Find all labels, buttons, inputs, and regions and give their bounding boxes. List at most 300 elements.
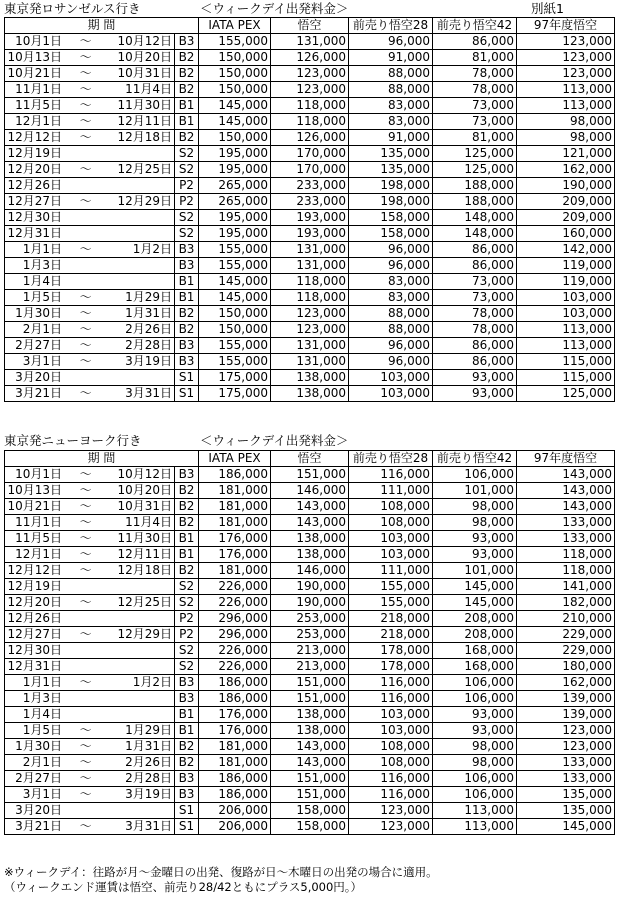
iata-pex-cell: 195,000 [199,226,271,242]
season-class-cell: B2 [175,739,199,755]
fy97-goku-cell: 162,000 [517,675,615,691]
period-start: 2月1日 [22,322,62,336]
advance-28-cell: 218,000 [349,611,433,627]
period-range [7,98,172,113]
season-class-cell: S2 [175,146,199,162]
period-separator: ～ [79,386,92,400]
period-start: 12月27日 [7,627,62,641]
period-cell [5,242,175,258]
table-row [5,66,615,82]
period-range [7,707,172,722]
fy97-goku-cell: 113,000 [517,338,615,354]
fy97-goku-cell: 113,000 [517,322,615,338]
table-row [5,499,615,515]
period-cell [5,499,175,515]
season-class-cell: B1 [175,114,199,130]
period-start: 1月30日 [15,306,62,320]
goku-cell: 138,000 [271,707,349,723]
period-cell [5,579,175,595]
advance-28-cell: 83,000 [349,290,433,306]
header-advance-28: 前売り悟空28 [349,18,433,34]
period-start: 10月21日 [7,66,62,80]
period-cell [5,210,175,226]
season-class-cell: P2 [175,611,199,627]
period-start: 3月20日 [15,803,62,817]
advance-42-cell: 145,000 [433,595,517,611]
goku-cell: 151,000 [271,467,349,483]
period-cell [5,50,175,66]
table-row [5,370,615,386]
advance-28-cell: 88,000 [349,66,433,82]
period-cell [5,34,175,50]
period-range [7,322,172,337]
period-end [109,611,172,626]
advance-42-cell: 106,000 [433,691,517,707]
fy97-goku-cell: 123,000 [517,50,615,66]
period-separator: ～ [79,467,92,481]
goku-cell: 138,000 [271,370,349,386]
period-separator: ～ [79,675,92,689]
period-cell [5,338,175,354]
period-cell [5,354,175,370]
fy97-goku-cell: 229,000 [517,643,615,659]
advance-28-cell: 108,000 [349,755,433,771]
period-start: 10月13日 [7,50,62,64]
advance-28-cell: 135,000 [349,146,433,162]
period-start: 12月31日 [7,226,62,240]
period-separator [62,611,109,626]
fy97-goku-cell: 135,000 [517,803,615,819]
season-class-cell: B3 [175,467,199,483]
advance-28-cell: 123,000 [349,803,433,819]
advance-42-cell: 86,000 [433,242,517,258]
advance-42-cell: 78,000 [433,82,517,98]
period-range [7,66,172,81]
period-cell [5,595,175,611]
fy97-goku-cell: 115,000 [517,354,615,370]
advance-42-cell: 208,000 [433,627,517,643]
season-class-cell: B3 [175,242,199,258]
advance-42-cell: 106,000 [433,787,517,803]
season-class-cell: B2 [175,50,199,66]
iata-pex-cell: 150,000 [199,322,271,338]
period-cell [5,675,175,691]
table-row [5,579,615,595]
period-end: 11月30日 [117,531,172,545]
season-class-cell: S1 [175,386,199,402]
period-separator: ～ [79,242,92,256]
period-separator: ～ [79,755,92,769]
table-row [5,338,615,354]
period-start: 1月3日 [22,258,62,272]
iata-pex-cell: 226,000 [199,643,271,659]
table-row [5,771,615,787]
period-range [7,82,172,97]
table-row [5,627,615,643]
advance-28-cell: 103,000 [349,707,433,723]
period-separator: ～ [79,739,92,753]
season-class-cell: B3 [175,691,199,707]
advance-42-cell: 86,000 [433,258,517,274]
fy97-goku-cell: 160,000 [517,226,615,242]
period-separator: ～ [79,290,92,304]
goku-cell: 146,000 [271,483,349,499]
period-end [109,659,172,674]
table-row [5,819,615,835]
period-end [109,146,172,161]
goku-cell: 118,000 [271,98,349,114]
fy97-goku-cell: 180,000 [517,659,615,675]
attachment-label: 別紙1 [531,1,564,16]
season-class-cell: P2 [175,194,199,210]
advance-42-cell: 168,000 [433,659,517,675]
fy97-goku-cell: 119,000 [517,258,615,274]
iata-pex-cell: 181,000 [199,499,271,515]
season-class-cell: B2 [175,563,199,579]
footnote-weekend: （ウィークエンド運賃は悟空、前売り28/42ともにプラス5,000円。） [4,880,363,894]
header-period: 期 間 [5,18,199,34]
fy97-goku-cell: 143,000 [517,499,615,515]
table-row [5,242,615,258]
period-range [7,210,172,225]
goku-cell: 123,000 [271,66,349,82]
period-separator: ～ [79,354,92,368]
period-start: 12月26日 [7,178,62,192]
goku-cell: 213,000 [271,659,349,675]
period-cell [5,659,175,675]
iata-pex-cell: 155,000 [199,354,271,370]
advance-42-cell: 98,000 [433,739,517,755]
period-start: 3月21日 [15,386,62,400]
period-separator: ～ [79,547,92,561]
goku-cell: 233,000 [271,178,349,194]
table-row [5,162,615,178]
period-range [7,627,172,642]
table-row [5,659,615,675]
fy97-goku-cell: 182,000 [517,595,615,611]
fy97-goku-cell: 98,000 [517,130,615,146]
period-range [7,34,172,49]
advance-42-cell: 81,000 [433,130,517,146]
period-cell [5,563,175,579]
advance-42-cell: 86,000 [433,338,517,354]
goku-cell: 131,000 [271,258,349,274]
period-cell [5,819,175,835]
fy97-goku-cell: 135,000 [517,787,615,803]
period-range [7,50,172,65]
goku-cell: 143,000 [271,499,349,515]
period-cell [5,755,175,771]
period-end [109,274,172,289]
period-cell [5,322,175,338]
goku-cell: 143,000 [271,755,349,771]
period-range [7,787,172,802]
advance-28-cell: 88,000 [349,306,433,322]
table-header-row [5,18,615,34]
goku-cell: 123,000 [271,82,349,98]
goku-cell: 138,000 [271,531,349,547]
iata-pex-cell: 206,000 [199,803,271,819]
advance-28-cell: 198,000 [349,194,433,210]
advance-42-cell: 93,000 [433,707,517,723]
table-row [5,258,615,274]
goku-cell: 193,000 [271,210,349,226]
period-separator: ～ [79,819,92,833]
advance-42-cell: 98,000 [433,515,517,531]
period-range [7,146,172,161]
period-cell [5,643,175,659]
iata-pex-cell: 186,000 [199,771,271,787]
period-start: 12月20日 [7,162,62,176]
fy97-goku-cell: 133,000 [517,531,615,547]
period-end: 12月18日 [117,130,172,144]
table-row [5,643,615,659]
fy97-goku-cell: 209,000 [517,194,615,210]
advance-42-cell: 106,000 [433,771,517,787]
period-start: 3月21日 [15,819,62,833]
season-class-cell: B3 [175,354,199,370]
period-cell [5,130,175,146]
period-cell [5,290,175,306]
period-end [109,210,172,225]
fy97-goku-cell: 190,000 [517,178,615,194]
period-cell [5,531,175,547]
period-separator [62,707,109,722]
period-separator [62,370,109,385]
period-end: 11月30日 [117,98,172,112]
season-class-cell: B1 [175,547,199,563]
table-row [5,82,615,98]
table-row [5,755,615,771]
period-separator [62,659,109,674]
period-end: 12月29日 [117,194,172,208]
season-class-cell: S1 [175,803,199,819]
season-class-cell: B2 [175,515,199,531]
advance-42-cell: 86,000 [433,34,517,50]
iata-pex-cell: 226,000 [199,579,271,595]
iata-pex-cell: 145,000 [199,98,271,114]
period-start: 11月1日 [15,515,62,529]
table-row [5,595,615,611]
table-row [5,194,615,210]
advance-42-cell: 168,000 [433,643,517,659]
season-class-cell: B3 [175,787,199,803]
goku-cell: 190,000 [271,579,349,595]
period-cell [5,194,175,210]
advance-28-cell: 103,000 [349,386,433,402]
advance-42-cell: 73,000 [433,274,517,290]
goku-cell: 233,000 [271,194,349,210]
advance-28-cell: 178,000 [349,643,433,659]
advance-28-cell: 96,000 [349,338,433,354]
period-cell [5,691,175,707]
period-separator: ～ [79,338,92,352]
season-class-cell: S2 [175,643,199,659]
period-start: 12月31日 [7,659,62,673]
period-range [7,659,172,674]
period-separator [62,274,109,289]
fy97-goku-cell: 113,000 [517,98,615,114]
season-class-cell: B2 [175,306,199,322]
period-cell [5,803,175,819]
advance-42-cell: 106,000 [433,467,517,483]
period-start: 3月20日 [15,370,62,384]
advance-42-cell: 125,000 [433,146,517,162]
iata-pex-cell: 181,000 [199,563,271,579]
table-row [5,467,615,483]
season-class-cell: B2 [175,755,199,771]
season-class-cell: S2 [175,595,199,611]
period-range [7,306,172,321]
period-cell [5,82,175,98]
header-iata-pex: IATA PEX [199,451,271,467]
advance-42-cell: 148,000 [433,210,517,226]
period-cell [5,611,175,627]
advance-42-cell: 101,000 [433,563,517,579]
period-start: 10月1日 [15,34,62,48]
period-range [7,579,172,594]
period-range [7,354,172,369]
advance-28-cell: 91,000 [349,50,433,66]
period-start: 12月12日 [7,130,62,144]
iata-pex-cell: 150,000 [199,66,271,82]
advance-42-cell: 113,000 [433,819,517,835]
period-cell [5,114,175,130]
season-class-cell: B1 [175,531,199,547]
fy97-goku-cell: 133,000 [517,755,615,771]
goku-cell: 193,000 [271,226,349,242]
period-start: 11月5日 [15,98,62,112]
goku-cell: 131,000 [271,242,349,258]
advance-28-cell: 83,000 [349,114,433,130]
goku-cell: 158,000 [271,819,349,835]
period-cell [5,771,175,787]
season-class-cell: B2 [175,130,199,146]
period-range [7,194,172,209]
iata-pex-cell: 150,000 [199,130,271,146]
goku-cell: 146,000 [271,563,349,579]
table-row [5,34,615,50]
period-separator: ～ [79,787,92,801]
period-start: 2月1日 [22,755,62,769]
advance-28-cell: 103,000 [349,370,433,386]
goku-cell: 213,000 [271,643,349,659]
advance-42-cell: 73,000 [433,290,517,306]
period-range [7,162,172,177]
period-end: 3月31日 [125,386,172,400]
period-range [7,723,172,738]
period-end: 3月19日 [125,354,172,368]
table-row [5,803,615,819]
fy97-goku-cell: 118,000 [517,547,615,563]
route-title: 東京発ニューヨーク行き [4,433,142,448]
header-goku: 悟空 [271,451,349,467]
period-start: 11月1日 [15,82,62,96]
table-row [5,50,615,66]
iata-pex-cell: 150,000 [199,50,271,66]
advance-42-cell: 188,000 [433,178,517,194]
period-range [7,611,172,626]
iata-pex-cell: 150,000 [199,82,271,98]
period-cell [5,386,175,402]
period-end: 2月28日 [125,338,172,352]
advance-42-cell: 148,000 [433,226,517,242]
iata-pex-cell: 176,000 [199,707,271,723]
season-class-cell: B1 [175,290,199,306]
iata-pex-cell: 296,000 [199,627,271,643]
fare-type-subtitle: ＜ウィークデイ出発料金＞ [200,433,349,448]
goku-cell: 131,000 [271,354,349,370]
table-row [5,274,615,290]
advance-28-cell: 111,000 [349,483,433,499]
period-end: 12月11日 [117,114,172,128]
period-start: 1月1日 [22,242,62,256]
table-row [5,354,615,370]
fy97-goku-cell: 133,000 [517,771,615,787]
period-range [7,178,172,193]
iata-pex-cell: 181,000 [199,483,271,499]
header-goku: 悟空 [271,18,349,34]
season-class-cell: S1 [175,370,199,386]
period-cell [5,707,175,723]
goku-cell: 158,000 [271,803,349,819]
header-advance-28: 前売り悟空28 [349,451,433,467]
period-end: 12月11日 [117,547,172,561]
period-separator: ～ [79,563,92,577]
period-cell [5,515,175,531]
advance-28-cell: 116,000 [349,675,433,691]
season-class-cell: B3 [175,675,199,691]
period-start: 10月1日 [15,467,62,481]
advance-42-cell: 106,000 [433,675,517,691]
fare-table-ny [4,450,615,835]
advance-28-cell: 96,000 [349,34,433,50]
iata-pex-cell: 176,000 [199,547,271,563]
period-range [7,499,172,514]
advance-28-cell: 116,000 [349,787,433,803]
table-row [5,723,615,739]
advance-42-cell: 208,000 [433,611,517,627]
period-start: 12月20日 [7,595,62,609]
advance-42-cell: 93,000 [433,370,517,386]
fy97-goku-cell: 141,000 [517,579,615,595]
advance-42-cell: 101,000 [433,483,517,499]
route-title: 東京発ロサンゼルス行き [4,1,141,16]
period-end: 3月19日 [125,787,172,801]
period-range [7,819,172,834]
season-class-cell: B3 [175,34,199,50]
period-end [109,691,172,706]
period-separator: ～ [79,82,92,96]
table-row [5,386,615,402]
period-range [7,547,172,562]
advance-28-cell: 158,000 [349,210,433,226]
period-separator: ～ [79,723,92,737]
iata-pex-cell: 155,000 [199,242,271,258]
goku-cell: 138,000 [271,723,349,739]
goku-cell: 170,000 [271,162,349,178]
period-separator: ～ [79,483,92,497]
period-separator: ～ [79,162,92,176]
iata-pex-cell: 181,000 [199,515,271,531]
goku-cell: 123,000 [271,322,349,338]
period-start: 12月19日 [7,579,62,593]
period-end [109,643,172,658]
period-range [7,643,172,658]
goku-cell: 118,000 [271,290,349,306]
goku-cell: 138,000 [271,547,349,563]
period-start: 1月3日 [22,691,62,705]
